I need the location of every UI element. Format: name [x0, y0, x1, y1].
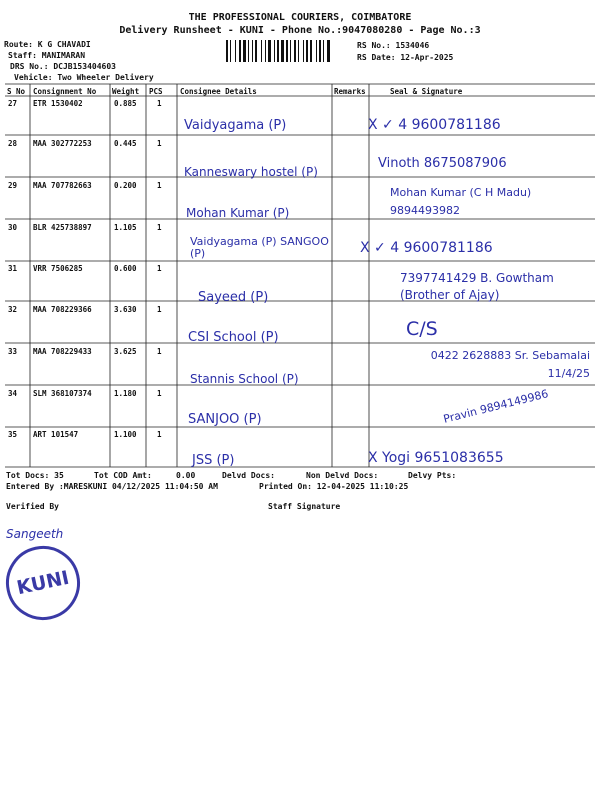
- row-consignee-handwritten: Vaidyagama (P) SANGOO (P): [190, 235, 329, 260]
- row-consignee-handwritten: SANJOO (P): [188, 412, 262, 427]
- row-pcs: 1: [157, 139, 162, 148]
- total-cod-value: 0.00: [176, 471, 196, 480]
- row-consignee-handwritten: Stannis School (P): [190, 372, 299, 386]
- row-signature-handwritten: Vinoth 8675087906: [378, 156, 507, 171]
- printed-on: Printed On: 12-04-2025 11:10:25: [259, 482, 409, 491]
- row-consignment-no: ETR 1530402: [33, 99, 83, 108]
- non-delivered-docs: Non Delvd Docs:: [306, 471, 379, 480]
- row-consignee-handwritten: JSS (P): [192, 453, 235, 468]
- row-weight: 1.100: [114, 430, 137, 439]
- total-cod-label: Tot COD Amt:: [94, 471, 152, 480]
- row-consignee-handwritten: Mohan Kumar (P): [186, 206, 290, 220]
- row-consignment-no: VRR 7506285: [33, 264, 83, 273]
- row-consignment-no: MAA 708229366: [33, 305, 92, 314]
- col-header-sno: S No: [7, 87, 26, 96]
- row-signature-handwritten: Mohan Kumar (C H Madu) 9894493982: [390, 186, 532, 217]
- row-consignment-no: MAA 707782663: [33, 181, 92, 190]
- staff-signature-label: Staff Signature: [268, 502, 341, 511]
- row-weight: 0.885: [114, 99, 137, 108]
- row-signature-handwritten: 0422 2628883 Sr. Sebamalai 11/4/25: [430, 349, 590, 380]
- row-pcs: 1: [157, 305, 162, 314]
- row-signature-handwritten: X ✓ 4 9600781186: [368, 117, 501, 133]
- rs-date: RS Date: 12-Apr-2025: [357, 53, 454, 62]
- col-header-consignee: Consignee Details: [180, 87, 257, 96]
- row-weight: 1.180: [114, 389, 137, 398]
- row-signature-handwritten: X Yogi 9651083655: [368, 450, 504, 466]
- row-consignment-no: SLM 368107374: [33, 389, 92, 398]
- row-sno: 32: [8, 305, 18, 314]
- verified-by-label: Verified By: [6, 502, 59, 511]
- row-weight: 3.625: [114, 347, 137, 356]
- row-weight: 3.630: [114, 305, 137, 314]
- row-consignment-no: MAA 302772253: [33, 139, 92, 148]
- col-header-remarks: Remarks: [334, 87, 366, 96]
- row-weight: 1.105: [114, 223, 137, 232]
- row-weight: 0.445: [114, 139, 137, 148]
- row-sno: 33: [8, 347, 18, 356]
- kuni-stamp: KUNI: [0, 539, 87, 627]
- verifier-signature-handwritten: Sangeeth: [6, 527, 64, 541]
- company-name: THE PROFESSIONAL COURIERS, COIMBATORE: [188, 12, 412, 23]
- row-consignment-no: MAA 708229433: [33, 347, 92, 356]
- row-sno: 28: [8, 139, 18, 148]
- delivered-docs: Delvd Docs:: [222, 471, 275, 480]
- total-docs: Tot Docs: 35: [6, 471, 64, 480]
- row-pcs: 1: [157, 223, 162, 232]
- row-pcs: 1: [157, 389, 162, 398]
- row-sno: 31: [8, 264, 18, 273]
- staff-label: Staff: MANIMARAN: [8, 51, 86, 60]
- row-consignee-handwritten: Kanneswary hostel (P): [184, 165, 318, 179]
- row-signature-handwritten: 7397741429 B. Gowtham (Brother of Ajay): [400, 271, 554, 302]
- route-label: Route: K G CHAVADI: [4, 40, 91, 49]
- row-pcs: 1: [157, 264, 162, 273]
- row-weight: 0.200: [114, 181, 137, 190]
- row-pcs: 1: [157, 347, 162, 356]
- row-pcs: 1: [157, 181, 162, 190]
- row-consignee-handwritten: Vaidyagama (P): [184, 118, 287, 133]
- vehicle-label: Vehicle: Two Wheeler Delivery: [14, 73, 154, 82]
- row-consignee-handwritten: CSI School (P): [188, 330, 279, 345]
- row-signature-handwritten: Pravin 9894149986: [442, 387, 550, 426]
- row-signature-handwritten: C/S: [406, 318, 438, 340]
- row-sno: 27: [8, 99, 18, 108]
- col-header-weight: Weight: [112, 87, 140, 96]
- col-header-consignment: Consignment No: [33, 87, 97, 96]
- row-signature-handwritten: X ✓ 4 9600781186: [360, 240, 493, 256]
- row-sno: 30: [8, 223, 18, 232]
- col-header-pcs: PCS: [149, 87, 163, 96]
- row-sno: 34: [8, 389, 18, 398]
- row-consignment-no: ART 101547: [33, 430, 79, 439]
- drs-label: DRS No.: DCJB153404603: [10, 62, 116, 71]
- row-consignee-handwritten: Sayeed (P): [198, 290, 269, 305]
- entered-by: Entered By :MARESKUNI 04/12/2025 11:04:50 AM: [6, 482, 218, 491]
- rs-number: RS No.: 1534046: [357, 41, 430, 50]
- delivery-points: Delvy Pts:: [408, 471, 457, 480]
- row-sno: 29: [8, 181, 18, 190]
- col-header-seal-signature: Seal & Signature: [390, 87, 463, 96]
- row-sno: 35: [8, 430, 18, 439]
- runsheet-title: Delivery Runsheet - KUNI - Phone No.:9047080280 - Page No.:3: [119, 25, 481, 36]
- row-pcs: 1: [157, 99, 162, 108]
- row-weight: 0.600: [114, 264, 137, 273]
- row-pcs: 1: [157, 430, 162, 439]
- row-consignment-no: BLR 425738897: [33, 223, 92, 232]
